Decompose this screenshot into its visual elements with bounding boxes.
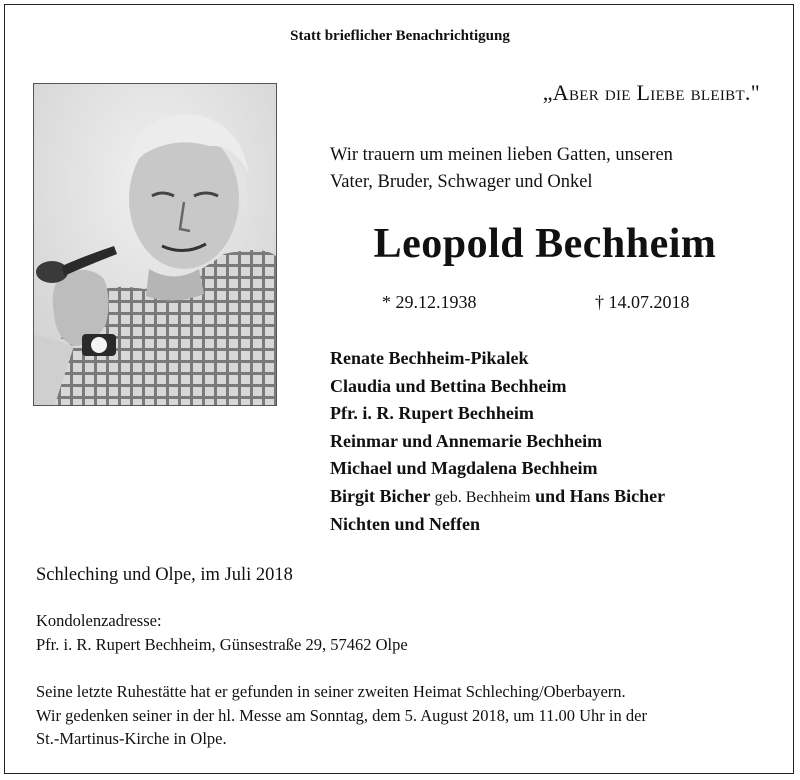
intro-line: Vater, Bruder, Schwager und Onkel [330,172,593,192]
intro-text [330,142,760,196]
mourner [330,483,770,512]
burial-line: Wir gedenken seiner in der hl. Messe am Sonntag, dem 5. August 2018, um 11.00 Uhr in der [36,705,647,725]
mourner: Claudia und Bettina Bechheim [330,375,567,396]
mourner: Reinmar und Annemarie Bechheim [330,430,603,451]
mourners-list [330,345,770,539]
deceased-name: Leopold Bechheim [373,221,717,267]
motto-quote: „Aber die Liebe bleibt." [542,80,760,105]
condolence-address [36,609,736,657]
header-note: Statt brieflicher Benachrichtigung [290,28,510,44]
intro-line: Wir trauern um meinen lieben Gatten, unseren [330,145,673,165]
burial-line: Seine letzte Ruhestätte hat er gefunden in seiner zweiten Heimat Schleching/Oberbayern. [36,682,626,701]
condolence-label: Kondolenzadresse: [36,611,162,630]
mourner: Pfr. i. R. Rupert Bechheim [330,403,534,423]
burial-info [36,680,766,751]
mourner-name: Birgit Bicher [330,485,431,506]
mourner: Michael und Magdalena Bechheim [330,458,598,478]
mourner-partner: und Hans Bicher [535,485,666,506]
birth-date: * 29.12.1938 [382,292,477,312]
death-date: † 14.07.2018 [595,292,690,312]
mourner: Nichten und Neffen [330,514,481,534]
place-date: Schleching und Olpe, im Juli 2018 [36,565,293,585]
condolence-address-line: Pfr. i. R. Rupert Bechheim, Günsestraße 29, 57462 Olpe [36,635,408,654]
burial-line: St.-Martinus-Kirche in Olpe. [36,729,227,748]
portrait-photo [33,83,277,406]
mourner: Renate Bechheim-Pikalek [330,348,529,368]
mourner-birth-name: geb. Bechheim [434,488,531,506]
